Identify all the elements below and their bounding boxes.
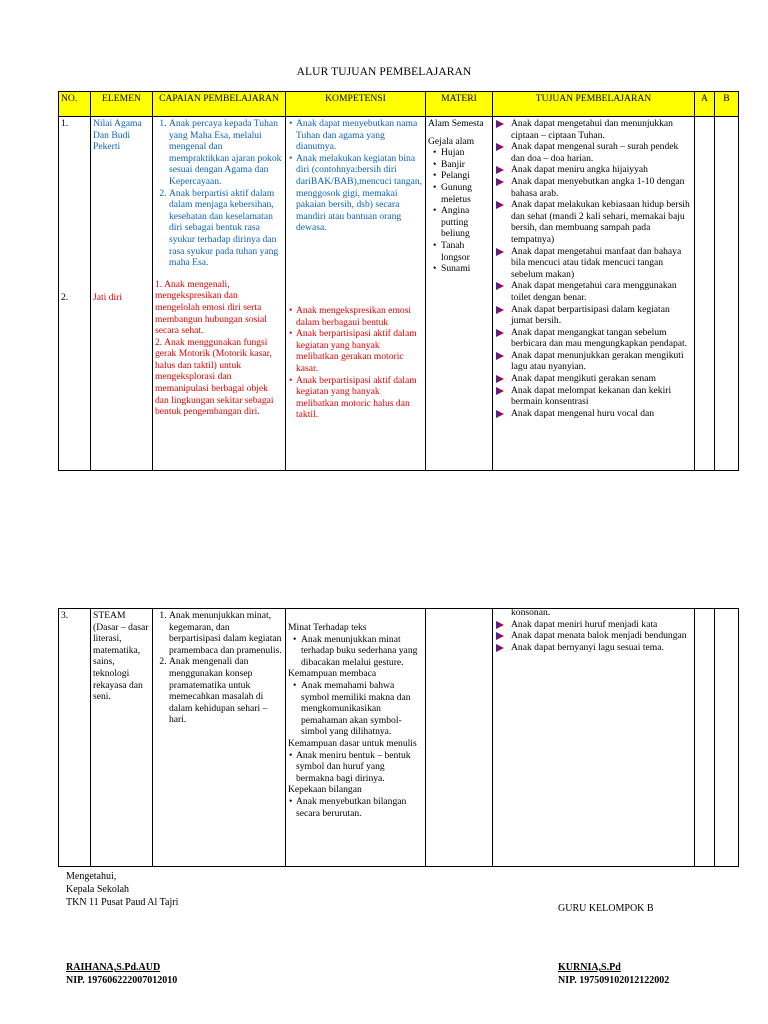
header-a: A (695, 92, 715, 117)
header-capaian: CAPAIAN PEMBELAJARAN (153, 92, 286, 117)
list-item: • Tanah longsor (441, 240, 490, 263)
arrow-bullet-icon (496, 375, 504, 383)
cell-kompetensi (286, 609, 426, 867)
capaian-red-1: 1. Anak mengenali, mengekspresikan dan mengelolah emosi diri serta membangun hubungan sosial secara sehat. (155, 278, 267, 337)
cell-capaian (153, 117, 286, 471)
nip-left: NIP. 197606222007012010 (66, 975, 178, 986)
cell-elemen: STEAM (Dasar – dasar literasi, matematika, sains, teknologi rekayasa dan seni. (91, 609, 153, 867)
arrow-bullet-icon (496, 387, 504, 395)
kompetensi-list (288, 796, 423, 819)
header-tujuan: TUJUAN PEMBELAJARAN (493, 92, 695, 117)
name-right: KURNIA,S.Pd (558, 962, 621, 973)
list-item: • Anak memahami bahwa symbol memiliki makna dan mengkomunikasikan pemahaman akan symbol-simbol yang dilihatnya. (301, 680, 423, 738)
name-left: RAIHANA,S.Pd.AUD (66, 962, 161, 973)
cell-b (715, 609, 739, 867)
elemen-nilai-agama: Nilai Agama Dan Budi Pekerti (93, 118, 142, 153)
main-table (58, 91, 739, 471)
list-item: • Gunung meletus (441, 182, 490, 205)
arrow-bullet-icon (496, 621, 504, 629)
arrow-bullet-icon (496, 306, 504, 314)
school-name: TKN 11 Pusat Paud Al Tajri (66, 897, 179, 908)
capaian-list (155, 610, 283, 726)
list-item: 1. Anak percaya kepada Tuhan yang Maha Esa, melalui mengenal dan mempraktikkan ajaran pokok sesuai dengan Agama dan Kepercayaan. (169, 118, 283, 188)
tujuan-list (495, 118, 692, 419)
list-item: Anak dapat mengikuti gerakan senam (511, 373, 692, 385)
list-item: Anak dapat melakukan kebiasaan hidup bersih dan sehat (mandi 2 kali sehari, memakai baju bersih, dan membuang sampah pada tempatnya) (511, 199, 692, 245)
kompetensi-heading-minat: Minat Terhadap teks (288, 622, 367, 633)
list-item: • Anak melakukan kegiatan bina diri (contohnya:bersih diri dariBAK/BAB),mencuci tangan, menggosok gigi, memakai pakaian bersih, dsb) secara mandiri atau bantuan orang dewasa. (296, 153, 423, 234)
tujuan-continuation: konsonan. (511, 607, 551, 618)
cell-a (695, 609, 715, 867)
list-item: 2. Anak mengenali dan menggunakan konsep pramatematika untuk memecahkan masalah di dalam kehidupan sehari – hari. (169, 656, 283, 726)
arrow-bullet-icon (496, 282, 504, 290)
list-item: Anak dapat berpartisipasi dalam kegiatan jumat bersih. (511, 304, 692, 327)
list-item: Anak dapat menyebutkan angka 1-10 dengan bahasa arab. (511, 176, 692, 199)
cell-capaian (153, 609, 286, 867)
arrow-bullet-icon (496, 166, 504, 174)
cell-no: 3. (59, 609, 91, 867)
arrow-bullet-icon (496, 410, 504, 418)
cell-b (715, 117, 739, 471)
list-item: Anak dapat menata balok menjadi bendungan (511, 630, 692, 642)
list-item: • Anak menunjukkan minat terhadap buku sederhana yang dibacakan melalui gesture. (301, 634, 423, 669)
cell-materi (426, 117, 493, 471)
capaian-list-blue (155, 118, 283, 269)
kompetensi-heading-membaca: Kemampuan membaca (288, 668, 377, 680)
arrow-bullet-icon (496, 632, 504, 640)
cell-elemen (91, 117, 153, 471)
list-item: Anak dapat menunjukkan gerakan mengikuti lagu atau nyanyian. (511, 350, 692, 373)
kompetensi-list (288, 750, 423, 785)
cell-kompetensi (286, 117, 426, 471)
list-item: Anak dapat meniru angka hijaiyyah (511, 164, 692, 176)
kompetensi-list (288, 634, 423, 669)
list-item: 2. Anak berpartisi aktif dalam dalam menjaga kebersihan, kesehatan dan keselamatan diri sebagai bentuk rasa syukur terhadap dirinya dan rasa syukur pada tuhan yang maha Esa. (169, 188, 283, 269)
list-item: • Angina putting beliung (441, 205, 490, 240)
elemen-jati-diri: Jati diri (93, 292, 123, 303)
cell-no (59, 117, 91, 471)
arrow-bullet-icon (496, 201, 504, 209)
list-item: • Anak menyebutkan bilangan secara berurutan. (296, 796, 423, 819)
kompetensi-heading-bilangan: Kepekaan bilangan (288, 784, 362, 796)
header-no: NO. (59, 92, 91, 117)
materi-heading-alam: Alam Semesta (428, 118, 484, 129)
arrow-bullet-icon (496, 644, 504, 652)
list-item: • Anak berpartisipasi aktif dalam kegiatan yang banyak melibatkan gerakan motoric kasar. (296, 328, 423, 374)
table-row (59, 117, 739, 471)
list-item: Anak dapat meniri huruf menjadi kata (511, 619, 692, 631)
list-item: • Anak berpartisipasi aktif dalam kegiatan yang banyak melibatkan motoric halus dan taktil. (296, 375, 423, 421)
cell-materi (426, 609, 493, 867)
row-number-2: 2. (61, 292, 69, 303)
document-title: ALUR TUJUAN PEMBELAJARAN (296, 66, 472, 78)
table-row (59, 609, 739, 867)
capaian-red-2: 2. Anak menggunakan fungsi gerak Motorik (Motorik kasar, halus dan taktil) untuk mengeksplorasi dan memanipulasi berbagai objek dan lingkungan sekitar sebagai bentuk pengembangan diri. (155, 336, 274, 418)
arrow-bullet-icon (496, 143, 504, 151)
row-number-1: 1. (61, 118, 69, 129)
cell-tujuan (493, 117, 695, 471)
list-item: Anak dapat mengetahui manfaat dan bahaya bila mencuci atau tidak mencuci tangan sebelum makan) (511, 246, 692, 281)
header-kompetensi: KOMPETENSI (286, 92, 426, 117)
header-elemen: ELEMEN (91, 92, 153, 117)
list-item: Anak dapat mengenal surah – surah pendek dan doa – doa harian. (511, 141, 692, 164)
list-item: Anak dapat bernyanyi lagu sesuai tema. (511, 642, 692, 654)
list-item: • Sunami (441, 263, 490, 275)
signature-left (66, 870, 178, 909)
arrow-bullet-icon (496, 248, 504, 256)
arrow-bullet-icon (496, 352, 504, 360)
cell-tujuan (493, 609, 695, 867)
list-item: Anak dapat melompat kekanan dan kekiri bermain konsentrasi (511, 385, 692, 408)
list-item: Anak dapat mengangkat tangan sebelum berbicara dan mau mengungkapkan pendapat. (511, 327, 692, 350)
cell-a (695, 117, 715, 471)
kepala-label: Kepala Sekolah (66, 884, 130, 895)
list-item: • Hujan (441, 147, 490, 159)
guru-label: GURU KELOMPOK B (558, 903, 654, 914)
materi-list (428, 147, 490, 275)
arrow-bullet-icon (496, 120, 504, 128)
list-item: • Anak meniru bentuk – bentuk symbol dan huruf yang bermakna bagi dirinya. (296, 750, 423, 785)
materi-heading-gejala: Gejala alam (428, 135, 475, 147)
list-item: Anak dapat mengetahui cara menggunakan toilet dengan benar. (511, 280, 692, 303)
kompetensi-list-red (288, 305, 423, 421)
list-item: • Banjir (441, 159, 490, 171)
header-b: B (715, 92, 739, 117)
list-item: Anak dapat mengetahui dan menunjukkan ciptaan – ciptaan Tuhan. (511, 118, 692, 141)
kompetensi-list-blue (288, 118, 423, 234)
kompetensi-list (288, 680, 423, 738)
list-item: • Anak dapat menyebutkan nama Tuhan dan agama yang dianutnya. (296, 118, 423, 153)
mengetahui-label: Mengetahui, (66, 871, 117, 882)
continuation-table (58, 608, 739, 867)
header-materi: MATERI (426, 92, 493, 117)
tujuan-list (495, 619, 692, 654)
arrow-bullet-icon (496, 329, 504, 337)
header-row (59, 92, 739, 117)
nip-right: NIP. 197509102012122002 (558, 975, 670, 986)
kompetensi-heading-menulis: Kemampuan dasar untuk menulis (288, 737, 417, 749)
list-item: • Pelangi (441, 170, 490, 182)
list-item: • Anak mengekspresikan emosi dalam berbagaui bentuk (296, 305, 423, 328)
list-item: Anak dapat mengenal huru vocal dan (511, 408, 692, 420)
list-item: 1. Anak menunjukkan minat, kegemaran, dan berpartisipasi dalam kegiatan pramembaca dan pramenulis. (169, 610, 283, 656)
arrow-bullet-icon (496, 178, 504, 186)
